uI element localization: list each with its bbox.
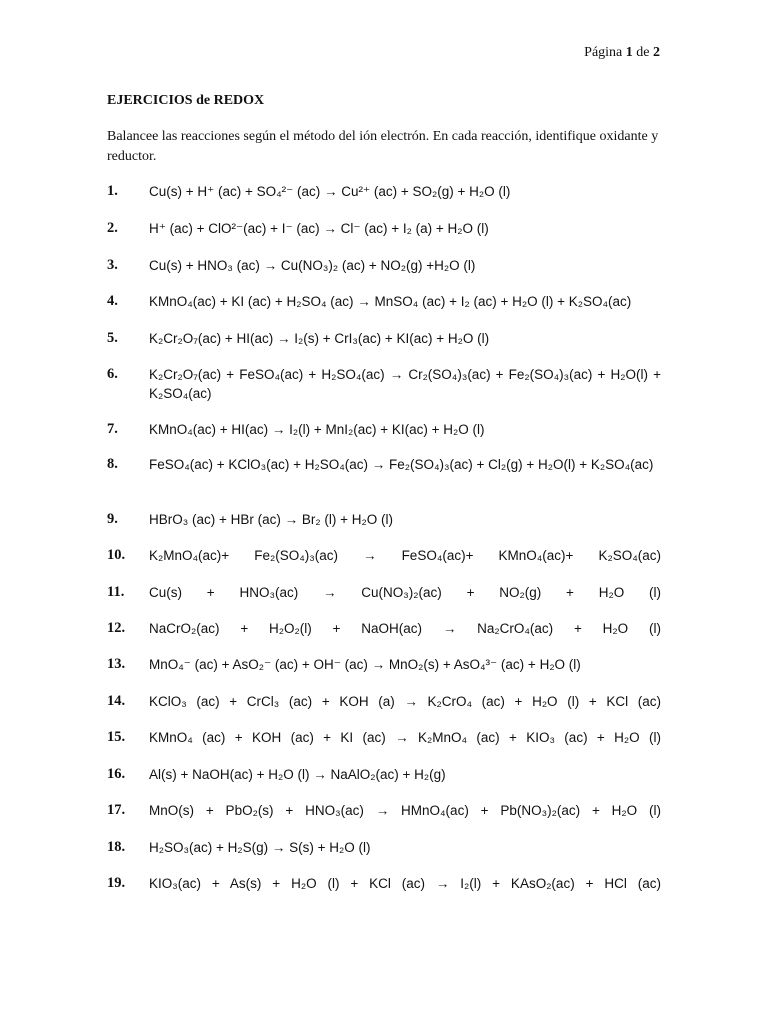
exercise-number: 9. — [107, 511, 118, 527]
exercise-number: 19. — [107, 875, 126, 891]
exercise-number: 8. — [107, 456, 118, 472]
exercise-equation: NaCrO₂(ac) + H₂O₂(l) + NaOH(ac) → Na₂CrO₄(ac) + H₂O (l) — [149, 621, 661, 636]
exercise-number: 7. — [107, 421, 118, 437]
exercise-equation: HBrO₃ (ac) + HBr (ac) → Br₂ (l) + H₂O (l) — [149, 512, 393, 527]
exercise-equation: Cu(s) + HNO₃(ac) → Cu(NO₃)₂(ac) + NO₂(g) + H₂O (l) — [149, 585, 661, 600]
exercise-equation: KIO₃(ac) + As(s) + H₂O (l) + KCl (ac) → I₂(l) + KAsO₂(ac) + HCl (ac) — [149, 876, 661, 891]
page-total: 2 — [653, 45, 660, 60]
exercise-equation: Cu(s) + H⁺ (ac) + SO₄²⁻ (ac) → Cu²⁺ (ac) + SO₂(g) + H₂O (l) — [149, 184, 511, 199]
exercise-number: 12. — [107, 620, 126, 636]
exercise-number: 1. — [107, 183, 118, 199]
page-current: 1 — [625, 45, 633, 60]
exercise-number: 3. — [107, 257, 118, 273]
exercise-number: 14. — [107, 693, 126, 709]
exercise-number: 13. — [107, 656, 126, 672]
exercise-number: 10. — [107, 547, 126, 563]
exercise-equation: Al(s) + NaOH(ac) + H₂O (l) → NaAlO₂(ac) + H₂(g) — [149, 767, 446, 782]
exercise-equation: H₂SO₃(ac) + H₂S(g) → S(s) + H₂O (l) — [149, 840, 371, 855]
page-prefix: Página — [584, 45, 626, 60]
exercise-number: 15. — [107, 729, 126, 745]
exercise-number: 16. — [107, 766, 126, 782]
exercise-number: 4. — [107, 293, 118, 309]
exercise-equation: KMnO₄ (ac) + KOH (ac) + KI (ac) → K₂MnO₄ (ac) + KIO₃ (ac) + H₂O (l) — [149, 730, 661, 745]
exercise-equation: KClO₃ (ac) + CrCl₃ (ac) + KOH (a) → K₂CrO₄ (ac) + H₂O (l) + KCl (ac) — [149, 694, 661, 709]
exercise-number: 18. — [107, 839, 126, 855]
document-title: EJERCICIOS de REDOX — [107, 93, 265, 108]
page-sep: de — [632, 45, 653, 60]
exercise-number: 17. — [107, 802, 126, 818]
instructions-paragraph: Balancee las reacciones según el método del ión electrón. En cada reacción, identifique oxidante y reductor. — [107, 129, 659, 164]
page-number — [584, 45, 660, 61]
exercise-equation: KMnO₄(ac) + HI(ac) → I₂(l) + MnI₂(ac) + KI(ac) + H₂O (l) — [149, 422, 485, 437]
exercise-equation: H⁺ (ac) + ClO²⁻(ac) + I⁻ (ac) → Cl⁻ (ac) + I₂ (a) + H₂O (l) — [149, 221, 489, 236]
exercise-equation: KMnO₄(ac) + KI (ac) + H₂SO₄ (ac) → MnSO₄ (ac) + I₂ (ac) + H₂O (l) + K₂SO₄(ac) — [149, 294, 632, 309]
exercise-equation: MnO₄⁻ (ac) + AsO₂⁻ (ac) + OH⁻ (ac) → MnO₂(s) + AsO₄³⁻ (ac) + H₂O (l) — [149, 657, 581, 672]
exercise-equation: K₂Cr₂O₇(ac) + FeSO₄(ac) + H₂SO₄(ac) → Cr₂(SO₄)₃(ac) + Fe₂(SO₄)₃(ac) + H₂O(l) + K₂SO₄(ac) — [149, 367, 661, 401]
exercise-number: 11. — [107, 584, 125, 600]
exercise-equation: K₂MnO₄(ac)+ Fe₂(SO₄)₃(ac) → FeSO₄(ac)+ KMnO₄(ac)+ K₂SO₄(ac) — [149, 548, 661, 563]
exercise-equation: Cu(s) + HNO₃ (ac) → Cu(NO₃)₂ (ac) + NO₂(g) +H₂O (l) — [149, 258, 476, 273]
exercise-number: 5. — [107, 330, 118, 346]
exercise-equation: FeSO₄(ac) + KClO₃(ac) + H₂SO₄(ac) → Fe₂(SO₄)₃(ac) + Cl₂(g) + H₂O(l) + K₂SO₄(ac) — [149, 457, 654, 472]
exercise-number: 6. — [107, 366, 118, 382]
exercise-equation: K₂Cr₂O₇(ac) + HI(ac) → I₂(s) + CrI₃(ac) + KI(ac) + H₂O (l) — [149, 331, 490, 346]
exercise-equation: MnO(s) + PbO₂(s) + HNO₃(ac) → HMnO₄(ac) + Pb(NO₃)₂(ac) + H₂O (l) — [149, 803, 661, 818]
exercise-number: 2. — [107, 220, 118, 236]
